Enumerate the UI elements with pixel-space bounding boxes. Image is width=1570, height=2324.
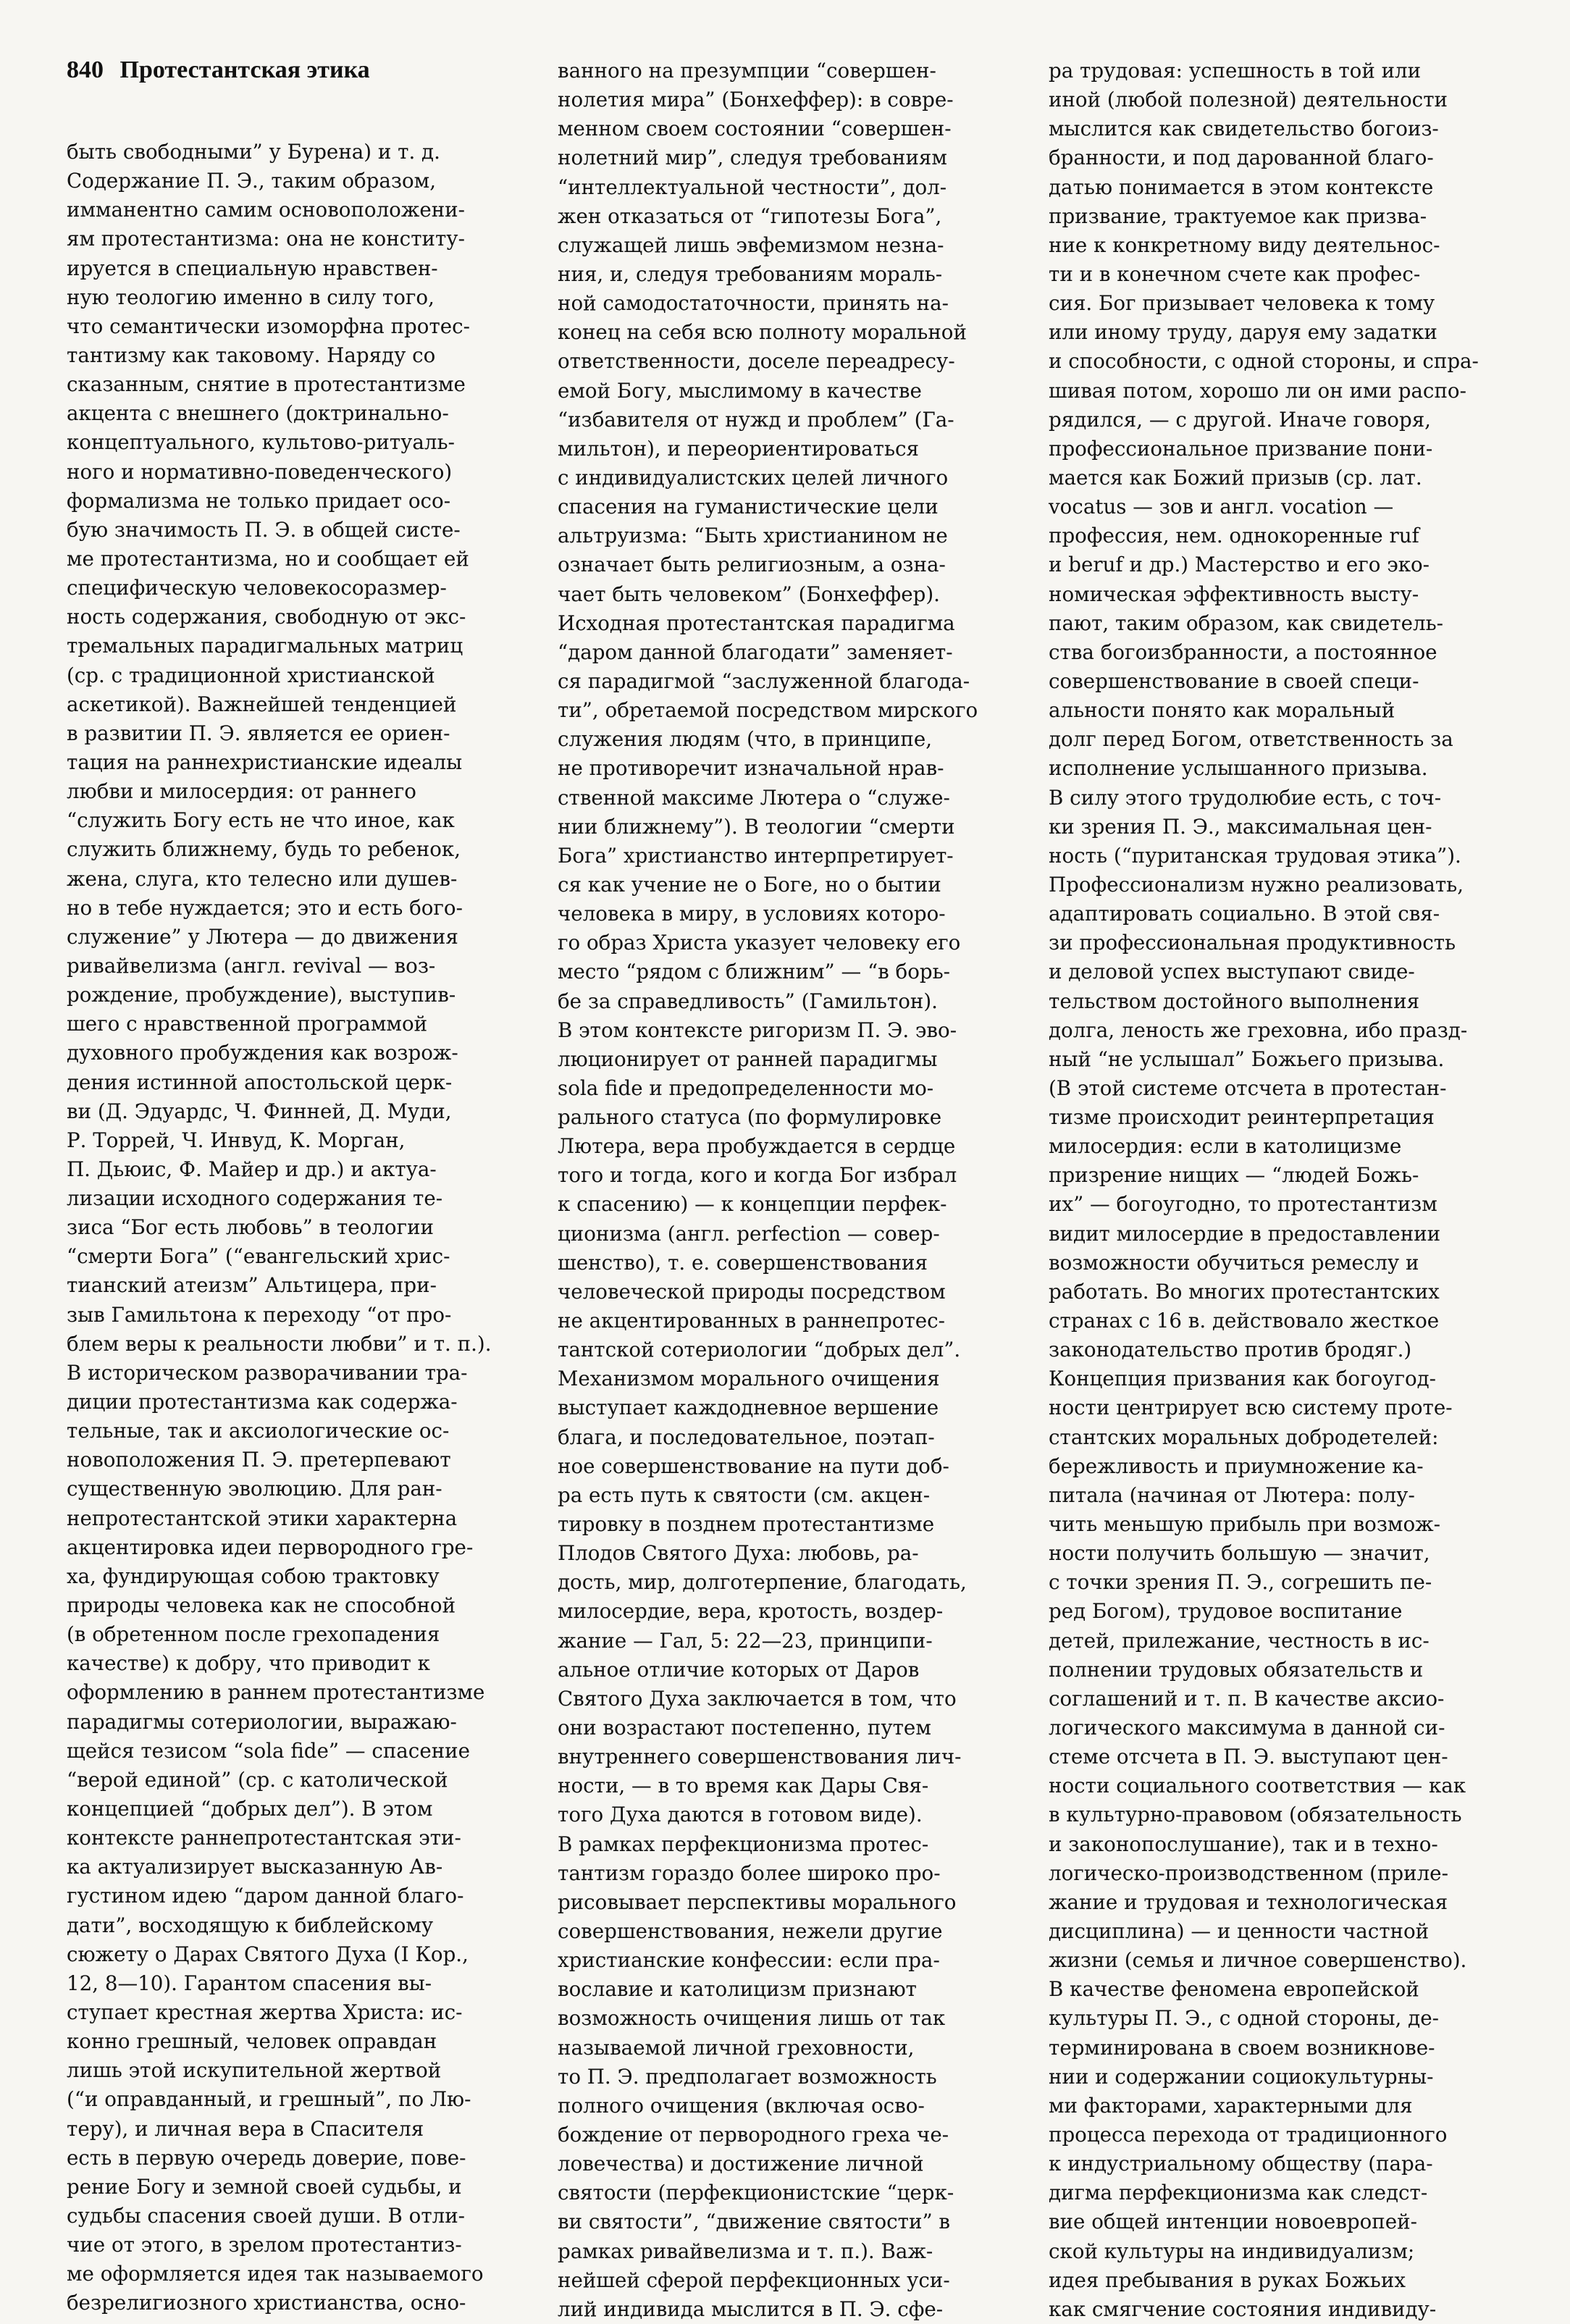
text-line: процесса перехода от традиционного bbox=[1049, 2122, 1448, 2147]
text-line: жизни (семья и личное совершенство). bbox=[1049, 1948, 1467, 1973]
text-line: шивая потом, хорошо ли он ими распо- bbox=[1049, 378, 1466, 403]
text-line: чает быть человеком” (Бонхеффер). bbox=[558, 582, 940, 606]
text-line: мыслится как свидетельство богоиз- bbox=[1049, 117, 1439, 141]
text-line: бождение от первородного греха че- bbox=[558, 2122, 949, 2147]
text-line: ся парадигмой “заслуженной благода- bbox=[558, 668, 970, 693]
text-line: дисциплина) — и ценности частной bbox=[1049, 1919, 1430, 1943]
text-line: или иному труду, даруя ему задатки bbox=[1049, 320, 1437, 345]
text-line: (ср. с традиционной христианской bbox=[67, 663, 435, 687]
text-line: ный “не услышал” Божьего призыва. bbox=[1049, 1046, 1445, 1071]
text-line: sola fide и предопределенности мо- bbox=[558, 1075, 934, 1100]
text-line: (“и оправданный, и грешный”, по Лю- bbox=[67, 2087, 471, 2112]
text-line: духовного пробуждения как возрож- bbox=[67, 1041, 458, 1065]
text-line: альтруизма: “Быть христианином не bbox=[558, 524, 948, 548]
text-line: логического максимума в данной си- bbox=[1049, 1716, 1445, 1740]
text-line: место “рядом с ближним” — “в борь- bbox=[558, 960, 951, 984]
text-line: ра трудовая: успешность в той или bbox=[1049, 59, 1422, 83]
text-line: ности центрирует всю систему проте- bbox=[1049, 1396, 1453, 1420]
text-line: не противоречит изначальной нрав- bbox=[558, 756, 944, 781]
text-line: ка актуализирует высказанную Ав- bbox=[67, 1855, 443, 1879]
text-line: тремальных парадигмальных матриц bbox=[67, 634, 463, 658]
text-line: пают, таким образом, как свидетель- bbox=[1049, 611, 1444, 635]
text-line: стантских моральных добродетелей: bbox=[1049, 1425, 1439, 1449]
text-line: служения людям (что, в принципе, bbox=[558, 727, 933, 752]
text-line: жен отказаться от “гипотезы Бога”, bbox=[558, 204, 942, 228]
text-line: “избавителя от нужд и проблем” (Га- bbox=[558, 407, 954, 432]
text-line: стеме отсчета в П. Э. выступают цен- bbox=[1049, 1745, 1448, 1769]
text-line: Плодов Святого Духа: любовь, ра- bbox=[558, 1541, 919, 1566]
text-line: имманентно самим основоположени- bbox=[67, 198, 465, 222]
text-line: культуры П. Э., с одной стороны, де- bbox=[1049, 2006, 1439, 2031]
text-line: долга, леность же греховна, ибо празд- bbox=[1049, 1018, 1468, 1042]
text-line: видит милосердие в предоставлении bbox=[1049, 1221, 1441, 1246]
text-line: датью понимается в этом контексте bbox=[1049, 175, 1434, 199]
text-line: альности понято как моральный bbox=[1049, 698, 1395, 723]
text-line: человеческой природы посредством bbox=[558, 1279, 946, 1304]
text-line: бранности, и под дарованной благо- bbox=[1049, 146, 1434, 170]
text-line: не акцентированных в раннепротес- bbox=[558, 1309, 946, 1333]
text-line: ной самодостаточности, принять на- bbox=[558, 291, 949, 316]
text-line: сказанным, снятие в протестантизме bbox=[67, 372, 466, 397]
text-line: терминирована в своем возникнове- bbox=[1049, 2035, 1435, 2060]
text-line: П. Дьюис, Ф. Майер и др.) и актуа- bbox=[67, 1157, 437, 1181]
text-line: и способности, с одной стороны, и спра- bbox=[1049, 349, 1479, 374]
text-line: ного и нормативно-поведенческого) bbox=[67, 459, 453, 484]
text-line: концепцией “добрых дел”). В этом bbox=[67, 1797, 433, 1821]
text-line: возможность очищения лишь от так bbox=[558, 2006, 946, 2031]
text-line: оформлению в раннем протестантизме bbox=[67, 1680, 485, 1705]
text-line: в развитии П. Э. является ее ориен- bbox=[67, 721, 450, 745]
text-line: конно грешный, человек оправдан bbox=[67, 2029, 437, 2054]
text-line: го образ Христа указует человеку его bbox=[558, 931, 961, 955]
text-line: ние к конкретному виду деятельнос- bbox=[1049, 232, 1440, 257]
text-line: ловечества) и достижение личной bbox=[558, 2152, 924, 2176]
text-line: ми факторами, характерными для bbox=[1049, 2093, 1413, 2118]
text-line: существенную эволюцию. Для ран- bbox=[67, 1477, 442, 1501]
text-line: качестве) к добру, что приводит к bbox=[67, 1651, 430, 1676]
text-line: нейшей сферой перфекционных уси- bbox=[558, 2268, 950, 2292]
text-line: концептуального, культово-ритуаль- bbox=[67, 430, 455, 455]
text-line: лишь этой искупительной жертвой bbox=[67, 2058, 442, 2083]
text-line: называемой личной греховности, bbox=[558, 2035, 915, 2060]
text-line: к индустриальному обществу (пара- bbox=[1049, 2152, 1433, 2176]
text-line: жание — Гал, 5: 22—23, принципи- bbox=[558, 1628, 933, 1653]
text-line: рамках ривайвелизма и т. п.). Важ- bbox=[558, 2239, 933, 2263]
text-line: совершенствование в своей специ- bbox=[1049, 668, 1419, 693]
text-line: их” — богоугодно, то протестантизм bbox=[1049, 1192, 1437, 1217]
text-line: того и тогда, кого и когда Бог избрал bbox=[558, 1163, 957, 1188]
text-line: иной (любой полезной) деятельности bbox=[1049, 88, 1448, 112]
text-line: как смягчение состояния индивиду- bbox=[1049, 2296, 1437, 2321]
text-line: тантской сотериологии “добрых дел”. bbox=[558, 1338, 961, 1362]
text-line: В силу этого трудолюбие есть, с точ- bbox=[1049, 785, 1442, 810]
text-line: возможности обучиться ремеслу и bbox=[1049, 1250, 1419, 1275]
text-line: Концепция призвания как богоугод- bbox=[1049, 1367, 1437, 1391]
text-column-1 bbox=[67, 138, 523, 2318]
text-column-3 bbox=[1049, 56, 1505, 2324]
text-line: ируется в специальную нравствен- bbox=[67, 256, 438, 280]
text-line: дость, мир, долготерпение, благодать, bbox=[558, 1570, 967, 1595]
text-line: тация на раннехристианские идеалы bbox=[67, 750, 463, 774]
text-line: но в тебе нуждается; это и есть бого- bbox=[67, 895, 463, 920]
text-line: ривайвелизма (англ. revival — воз- bbox=[67, 953, 436, 978]
text-line: Механизмом морального очищения bbox=[558, 1367, 940, 1391]
text-line: чие от этого, в зрелом протестантиз- bbox=[67, 2233, 462, 2257]
text-line: номическая эффективность высту- bbox=[1049, 582, 1419, 606]
text-line: альное отличие которых от Даров bbox=[558, 1657, 920, 1682]
text-line: Р. Торрей, Ч. Инвуд, К. Морган, bbox=[67, 1128, 406, 1152]
text-line: ти”, обретаемой посредством мирского bbox=[558, 698, 978, 723]
text-line: (В этой системе отсчета в протестан- bbox=[1049, 1075, 1447, 1100]
text-line: ванного на презумпции “совершен- bbox=[558, 59, 936, 83]
text-line: бе за справедливость” (Гамильтон). bbox=[558, 989, 938, 1013]
text-line: рождение, пробуждение), выступив- bbox=[67, 983, 456, 1007]
text-line: того Духа даются в готовом виде). bbox=[558, 1803, 923, 1827]
text-line: тизме происходит реинтерпретация bbox=[1049, 1105, 1435, 1130]
running-title: Протестантская этика bbox=[119, 56, 370, 83]
text-line: логическо-производственном (приле- bbox=[1049, 1861, 1448, 1885]
text-line: и деловой успех выступают свиде- bbox=[1049, 960, 1415, 984]
text-line: ное совершенствование на пути доб- bbox=[558, 1453, 949, 1478]
text-line: милосердие, вера, кротость, воздер- bbox=[558, 1599, 944, 1624]
text-line: шего с нравственной программой bbox=[67, 1012, 428, 1036]
text-line: Профессионализм нужно реализовать, bbox=[1049, 872, 1464, 897]
text-line: нии ближнему”). В теологии “смерти bbox=[558, 814, 955, 839]
text-line: выступает каждодневное вершение bbox=[558, 1396, 939, 1420]
text-line: человека в миру, в условиях которо- bbox=[558, 902, 946, 926]
text-line: Лютера, вера пробуждается в сердце bbox=[558, 1134, 956, 1159]
text-line: менном своем состоянии “совершен- bbox=[558, 117, 952, 141]
text-line: есть в первую очередь доверие, пове- bbox=[67, 2145, 466, 2170]
text-line: природы человека как не способной bbox=[67, 1593, 456, 1618]
text-line: бережливость и приумножение ка- bbox=[1049, 1453, 1424, 1478]
text-line: конец на себя всю полноту моральной bbox=[558, 320, 967, 345]
text-line: странах с 16 в. действовало жесткое bbox=[1049, 1309, 1440, 1333]
text-line: исполнение услышанного призыва. bbox=[1049, 756, 1428, 781]
text-line: зи профессиональная продуктивность bbox=[1049, 931, 1456, 955]
text-line: профессиональное призвание пони- bbox=[1049, 436, 1433, 461]
text-line: тианский атеизм” Альтицера, при- bbox=[67, 1273, 437, 1298]
text-line: ную теологию именно в силу того, bbox=[67, 285, 435, 309]
text-line: тантизму как таковому. Наряду со bbox=[67, 343, 436, 367]
text-line: с индивидуалистских целей личного bbox=[558, 465, 949, 490]
text-line: “смерти Бога” (“евангельский хрис- bbox=[67, 1244, 450, 1269]
text-line: акцентировка идеи первородного гре- bbox=[67, 1535, 474, 1559]
text-line: Бога” христианство интерпретирует- bbox=[558, 843, 954, 868]
running-header bbox=[67, 56, 370, 84]
text-line: работать. Во многих протестантских bbox=[1049, 1279, 1440, 1304]
text-line: питала (начиная от Лютера: полу- bbox=[1049, 1482, 1415, 1507]
text-line: (в обретенном после грехопадения bbox=[67, 1622, 440, 1647]
text-line: шенство), т. е. совершенствования bbox=[558, 1250, 928, 1275]
text-line: ра есть путь к святости (см. акцен- bbox=[558, 1482, 931, 1507]
text-line: Святого Духа заключается в том, что bbox=[558, 1686, 957, 1711]
text-line: дения истинной апостольской церк- bbox=[67, 1070, 453, 1094]
text-line: Исходная протестантская парадигма bbox=[558, 611, 955, 635]
text-line: ства богоизбранности, а постоянное bbox=[1049, 639, 1437, 664]
text-line: полнении трудовых обязательств и bbox=[1049, 1657, 1424, 1682]
text-line: святости (перфекционистские “церк- bbox=[558, 2181, 954, 2205]
text-line: новоположения П. Э. претерпевают bbox=[67, 1448, 451, 1472]
text-line: то П. Э. предполагает возможность bbox=[558, 2064, 937, 2089]
text-line: ти и в конечном счете как профес- bbox=[1049, 261, 1421, 286]
text-line: любви и милосердия: от раннего bbox=[67, 779, 416, 804]
text-line: ционизма (англ. perfection — совер- bbox=[558, 1221, 940, 1246]
text-line: контексте раннепротестантская эти- bbox=[67, 1826, 461, 1850]
text-line: ния, и, следуя требованиям мораль- bbox=[558, 261, 943, 286]
text-line: ред Богом), трудовое воспитание bbox=[1049, 1599, 1403, 1624]
text-line: ской культуры на индивидуализм; bbox=[1049, 2239, 1415, 2263]
text-line: в культурно-правовом (обязательность bbox=[1049, 1803, 1462, 1827]
text-line: vocatus — зов и англ. vocation — bbox=[1049, 495, 1394, 519]
text-line: соглашений и т. п. В качестве аксио- bbox=[1049, 1686, 1445, 1711]
text-line: ступает крестная жертва Христа: ис- bbox=[67, 2000, 463, 2024]
text-line: долг перед Богом, ответственность за bbox=[1049, 727, 1453, 752]
text-line: жена, слуга, кто телесно или душев- bbox=[67, 866, 458, 891]
text-line: “интеллектуальной честности”, дол- bbox=[558, 175, 947, 199]
text-line: призвание, трактуемое как призва- bbox=[1049, 204, 1427, 228]
text-line: полного очищения (включая осво- bbox=[558, 2093, 925, 2118]
text-line: жание и трудовая и технологическая bbox=[1049, 1889, 1448, 1914]
text-line: дати”, восходящую к библейскому bbox=[67, 1913, 434, 1937]
text-line: сия. Бог призывает человека к тому bbox=[1049, 291, 1435, 316]
text-line: теру), и личная вера в Спасителя bbox=[67, 2116, 424, 2141]
text-line: нолетия мира” (Бонхеффер): в совре- bbox=[558, 88, 954, 112]
text-line: “верой единой” (ср. с католической bbox=[67, 1767, 448, 1792]
text-line: лизации исходного содержания те- bbox=[67, 1186, 443, 1211]
text-line: ности, — в то время как Дары Свя- bbox=[558, 1774, 929, 1798]
text-line: христианские конфессии: если пра- bbox=[558, 1948, 940, 1973]
text-line: к спасению) — к концепции перфек- bbox=[558, 1192, 947, 1217]
text-line: густином идею “даром данной благо- bbox=[67, 1884, 464, 1908]
text-line: зыв Гамильтона к переходу “от про- bbox=[67, 1302, 452, 1327]
text-line: ответственности, доселе переадресу- bbox=[558, 349, 955, 374]
text-line: законодательство против бродяг.) bbox=[1049, 1338, 1412, 1362]
text-line: ности получить большую — значит, bbox=[1049, 1541, 1430, 1566]
text-line: ственной максиме Лютера о “служе- bbox=[558, 785, 950, 810]
text-line: дигма перфекционизма как следст- bbox=[1049, 2181, 1428, 2205]
text-line: ся как учение не о Боге, но о бытии bbox=[558, 872, 941, 897]
text-line: ви святости”, “движение святости” в bbox=[558, 2210, 950, 2234]
text-line: рение Богу и земной своей судьбы, и bbox=[67, 2174, 462, 2199]
text-line: непротестантской этики характерна bbox=[67, 1506, 458, 1530]
text-line: мильтон), и переориентироваться bbox=[558, 436, 920, 461]
text-line: ности социального соответствия — как bbox=[1049, 1774, 1466, 1798]
text-line: бую значимость П. Э. в общей систе- bbox=[67, 517, 461, 542]
text-line: служение” у Лютера — до движения bbox=[67, 924, 458, 949]
text-line: сюжету о Дарах Святого Духа (I Кор., bbox=[67, 1942, 469, 1966]
text-line: детей, прилежание, честность в ис- bbox=[1049, 1628, 1430, 1653]
text-line: “служить Богу есть не что иное, как bbox=[67, 808, 455, 833]
text-line: рядился, — с другой. Иначе говоря, bbox=[1049, 407, 1431, 432]
text-line: ям протестантизма: она не конститу- bbox=[67, 227, 465, 251]
text-line: нолетний мир”, следуя требованиям bbox=[558, 146, 947, 170]
text-line: формализма не только придает осо- bbox=[67, 488, 451, 513]
text-line: тельством достойного выполнения bbox=[1049, 989, 1420, 1013]
text-line: идея пребывания в руках Божьих bbox=[1049, 2268, 1406, 2292]
text-line: безрелигиозного христианства, осно- bbox=[67, 2291, 466, 2315]
text-line: В этом контексте ригоризм П. Э. эво- bbox=[558, 1018, 957, 1042]
text-line: совершенствования, нежели другие bbox=[558, 1919, 943, 1943]
text-line: В рамках перфекционизма протес- bbox=[558, 1832, 929, 1856]
text-line: люционирует от ранней парадигмы bbox=[558, 1046, 938, 1071]
text-line: и beruf и др.) Мастерство и его эко- bbox=[1049, 553, 1430, 577]
text-line: ха, фундирующая собою трактовку bbox=[67, 1564, 440, 1588]
text-line: внутреннего совершенствования лич- bbox=[558, 1745, 962, 1769]
text-line: акцента с внешнего (доктринально- bbox=[67, 401, 449, 426]
text-line: 12, 8—10). Гарантом спасения вы- bbox=[67, 1971, 432, 1995]
text-line: спасения на гуманистические цели bbox=[558, 495, 939, 519]
text-line: ме оформляется идея так называемого bbox=[67, 2262, 484, 2286]
text-line: “даром данной благодати” заменяет- bbox=[558, 639, 953, 664]
text-line: адаптировать социально. В этой свя- bbox=[1049, 902, 1440, 926]
text-line: ность (“пуританская трудовая этика”). bbox=[1049, 843, 1461, 868]
text-line: что семантически изоморфна протес- bbox=[67, 314, 471, 338]
text-line: чить меньшую прибыль при возмож- bbox=[1049, 1512, 1440, 1537]
text-line: рисовывает перспективы морального bbox=[558, 1889, 957, 1914]
text-line: блага, и последовательное, поэтап- bbox=[558, 1425, 935, 1449]
text-line: милосердия: если в католицизме bbox=[1049, 1134, 1402, 1159]
text-line: щейся тезисом “sola fide” — спасение bbox=[67, 1738, 470, 1763]
text-column-2 bbox=[558, 56, 1014, 2324]
text-line: тельные, так и аксиологические ос- bbox=[67, 1419, 450, 1443]
text-line: рального статуса (по формулировке bbox=[558, 1105, 942, 1130]
text-line: быть свободными” у Бурена) и т. д. bbox=[67, 140, 440, 164]
text-line: В историческом разворачивании тра- bbox=[67, 1360, 468, 1385]
text-line: диции протестантизма как содержа- bbox=[67, 1390, 458, 1414]
text-line: призрение нищих — “людей Божь- bbox=[1049, 1163, 1419, 1188]
text-line: емой Богу, мыслимому в качестве bbox=[558, 378, 922, 403]
text-line: ме протестантизма, но и сообщает ей bbox=[67, 546, 469, 571]
text-line: тировку в позднем протестантизме bbox=[558, 1512, 935, 1537]
text-line: мается как Божий призыв (ср. лат. bbox=[1049, 465, 1422, 490]
text-line: лий индивида мыслится в П. Э. сфе- bbox=[558, 2296, 944, 2321]
text-line: ки зрения П. Э., максимальная цен- bbox=[1049, 814, 1432, 839]
text-line: Содержание П. Э., таким образом, bbox=[67, 169, 437, 193]
text-line: и законопослушание), так и в техно- bbox=[1049, 1832, 1438, 1856]
text-line: вие общей интенции новоевропей- bbox=[1049, 2210, 1417, 2234]
text-line: блем веры к реальности любви” и т. п.). bbox=[67, 1331, 492, 1356]
text-line: вославие и католицизм признают bbox=[558, 1977, 917, 2002]
text-line: судьбы спасения своей души. В отли- bbox=[67, 2203, 466, 2228]
text-line: нии и содержании социокультурны- bbox=[1049, 2064, 1434, 2089]
text-line: зиса “Бог есть любовь” в теологии bbox=[67, 1215, 435, 1240]
text-line: означает быть религиозным, а озна- bbox=[558, 553, 946, 577]
text-line: ви (Д. Эдуардс, Ч. Финней, Д. Муди, bbox=[67, 1099, 452, 1123]
page-number: 840 bbox=[67, 56, 104, 83]
text-line: профессия, нем. однокоренные ruf bbox=[1049, 524, 1419, 548]
text-line: парадигмы сотериологии, выражаю- bbox=[67, 1709, 457, 1734]
text-line: служить ближнему, будь то ребенок, bbox=[67, 837, 461, 862]
text-line: ность содержания, свободную от экс- bbox=[67, 605, 466, 629]
text-line: с точки зрения П. Э., согрешить пе- bbox=[1049, 1570, 1432, 1595]
text-line: служащей лишь эвфемизмом незна- bbox=[558, 232, 944, 257]
text-line: тантизм гораздо более широко про- bbox=[558, 1861, 941, 1885]
text-line: В качестве феномена европейской bbox=[1049, 1977, 1419, 2002]
text-line: аскетикой). Важнейшей тенденцией bbox=[67, 692, 457, 716]
text-line: специфическую человекосоразмер- bbox=[67, 576, 447, 600]
text-line: они возрастают постепенно, путем bbox=[558, 1716, 931, 1740]
